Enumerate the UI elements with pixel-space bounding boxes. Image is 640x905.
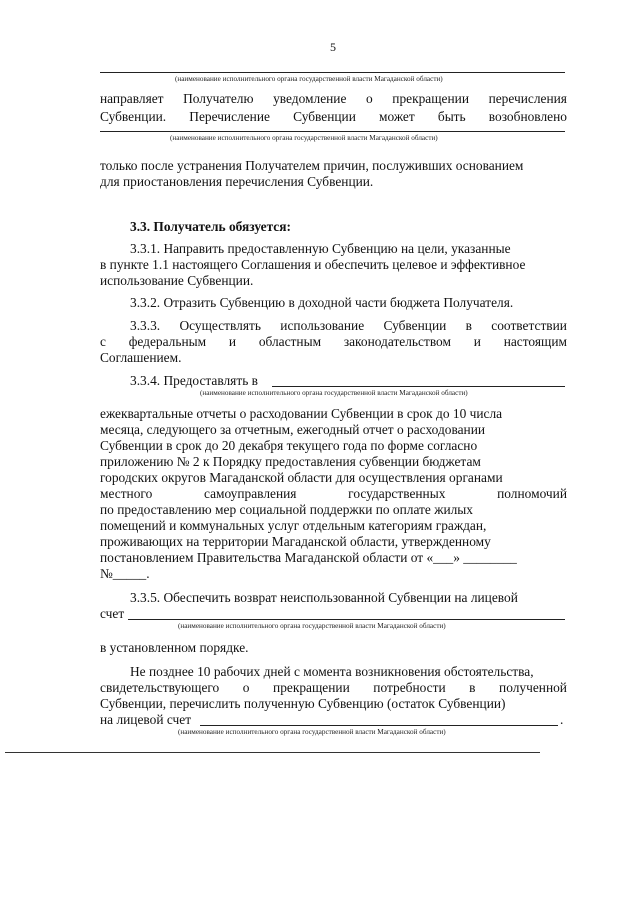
s334-line-3: Субвенции в срок до 20 декабря текущего года по форме согласно — [100, 438, 478, 453]
word: Перечисление — [189, 109, 270, 124]
s331-line-3: использование Субвенции. — [100, 273, 254, 288]
word: о — [366, 91, 373, 106]
p1-line-1 — [100, 91, 567, 107]
word: возобновлено — [488, 109, 567, 124]
s334-line-10: постановлением Правительства Магаданской области от «___» ________ — [100, 550, 517, 565]
word: уведомление — [273, 91, 347, 106]
word: и — [228, 334, 237, 349]
s334-line-6 — [100, 486, 567, 502]
word: полученной — [499, 680, 567, 695]
word: государственных — [348, 486, 446, 501]
word: Субвенции. — [100, 109, 167, 124]
p2-line-2: для приостановления перечисления Субвенции. — [100, 174, 374, 189]
authority-caption-2: (наименование исполнительного органа государственной власти Магаданской области) — [170, 134, 438, 142]
page-number: 5 — [330, 40, 336, 54]
s335-line-1: 3.3.5. Обеспечить возврат неиспользованной Субвенции на лицевой — [130, 590, 518, 605]
s331-line-1: 3.3.1. Направить предоставленную Субвенцию на цели, указанные — [130, 241, 511, 256]
s334-lead: 3.3.4. Предоставлять в — [130, 373, 258, 388]
s334-line-7: по предоставлению мер социальной поддержки по оплате жилых — [100, 502, 473, 517]
word: полномочий — [497, 486, 567, 501]
word: в — [469, 680, 476, 695]
word: Субвенции — [293, 109, 356, 124]
s334-line-1: ежеквартальные отчеты о расходовании Субвенции в срок до 10 числа — [100, 406, 503, 421]
word: Субвенции — [383, 318, 447, 333]
word: настоящим — [503, 334, 567, 349]
section-title: 3.3. Получатель обязуется: — [130, 219, 291, 234]
s334-line-5: городских округов Магаданской области для осуществления органами — [100, 470, 503, 485]
s334-line-11: №_____. — [100, 566, 150, 581]
authority-blank-334[interactable] — [272, 386, 565, 387]
s334-line-8: помещений и коммунальных услуг отдельным категориям граждан, — [100, 518, 487, 533]
word: прекращении — [392, 91, 469, 106]
authority-caption-4: (наименование исполнительного органа государственной власти Магаданской области) — [178, 622, 446, 630]
authority-blank-335[interactable] — [128, 619, 565, 620]
word: быть — [437, 109, 466, 124]
word: Получателю — [183, 91, 254, 106]
authority-blank-final[interactable] — [200, 725, 558, 726]
s334-line-9: проживающих на территории Магаданской области, утвержденному — [100, 534, 491, 549]
word: законодательством — [343, 334, 451, 349]
final-line-1: Не позднее 10 рабочих дней с момента возникновения обстоятельства, — [130, 664, 534, 679]
s333-line-3: Соглашением. — [100, 350, 182, 365]
final-line-4: на лицевой счет — [100, 712, 192, 727]
word: использование — [280, 318, 365, 333]
word: областным — [258, 334, 322, 349]
p1-line-2 — [100, 109, 567, 125]
authority-caption-1: (наименование исполнительного органа государственной власти Магаданской области) — [175, 75, 443, 83]
word: 3.3.3. — [130, 318, 161, 333]
final-line-3: Субвенции, перечислить полученную Субвенцию (остаток Субвенции) — [100, 696, 506, 711]
authority-field-line-1 — [100, 72, 565, 73]
final-line-2 — [100, 680, 567, 696]
word: Осуществлять — [179, 318, 261, 333]
authority-caption-5: (наименование исполнительного органа государственной власти Магаданской области) — [178, 728, 446, 736]
authority-caption-3: (наименование исполнительного органа государственной власти Магаданской области) — [200, 389, 468, 397]
word: в — [465, 318, 472, 333]
bottom-divider — [5, 752, 540, 753]
s334-line-4: приложению № 2 к Порядку предоставления субвенции бюджетам — [100, 454, 481, 469]
s331-line-2: в пункте 1.1 настоящего Соглашения и обеспечить целевое и эффективное — [100, 257, 526, 272]
word: свидетельствующего — [100, 680, 220, 695]
word: и — [473, 334, 481, 349]
word: федеральным — [128, 334, 207, 349]
word: местного — [100, 486, 153, 501]
s335-line-2: счет — [100, 606, 125, 621]
final-end-dot: . — [560, 712, 564, 727]
word: самоуправления — [203, 486, 297, 501]
word: с — [100, 334, 106, 349]
p2-line-1: только после устранения Получателем причин, послуживших основанием — [100, 158, 524, 173]
s334-line-2: месяца, следующего за отчетным, ежегодный отчет о расходовании — [100, 422, 486, 437]
word: о — [242, 680, 250, 695]
s333-line-2 — [100, 334, 567, 350]
s335-line-3: в установленном порядке. — [100, 640, 249, 655]
word: потребности — [373, 680, 446, 695]
word: соответствии — [491, 318, 567, 333]
word: перечисления — [488, 91, 567, 106]
word: может — [379, 109, 415, 124]
authority-field-line-2 — [100, 131, 565, 132]
word: прекращении — [273, 680, 350, 695]
s333-line-1 — [130, 318, 567, 334]
word: направляет — [100, 91, 164, 106]
s332-line: 3.3.2. Отразить Субвенцию в доходной части бюджета Получателя. — [130, 295, 514, 310]
